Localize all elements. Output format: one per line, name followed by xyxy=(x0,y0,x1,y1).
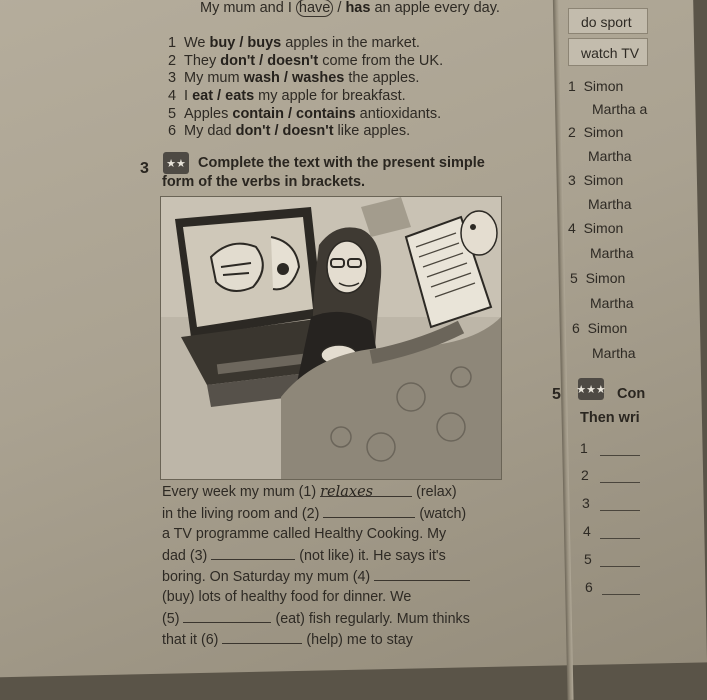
text-line-3: a TV programme called Healthy Cooking. My xyxy=(162,526,447,542)
exercise-5-line-number: 2 xyxy=(581,467,589,483)
right-item-1: 1 Simon xyxy=(568,78,624,94)
text-line-4: dad (3) (not like) it. He says it's xyxy=(162,545,446,567)
answer-blank-4[interactable] xyxy=(374,566,470,581)
right-item-6: 6 Simon xyxy=(572,320,628,336)
exercise-5-number: 5 xyxy=(552,386,561,403)
exercise-2-item: 4 I eat / eats my apple for breakfast. xyxy=(168,88,406,104)
right-item-4-b: Martha xyxy=(590,245,634,261)
right-item-3-b: Martha xyxy=(588,196,632,212)
illustration-family-watching-tv xyxy=(160,196,502,480)
text-line-5: boring. On Saturday my mum (4) xyxy=(162,566,470,588)
answer-blank-1[interactable] xyxy=(320,482,412,500)
right-item-6-b: Martha xyxy=(592,345,636,361)
exercise-5-line-number: 4 xyxy=(583,523,591,539)
illustration-svg xyxy=(161,197,501,479)
difficulty-stars-icon: ★★★ xyxy=(578,378,604,400)
tv-icon xyxy=(175,207,323,337)
text-line-2: in the living room and (2) (watch) xyxy=(162,503,466,525)
exercise-3-number: 3 xyxy=(140,160,149,177)
text-line-7: (5) (eat) fish regularly. Mum thinks xyxy=(162,608,470,630)
verb-box-do-sport: do sport xyxy=(568,8,648,34)
text-line-6: (buy) lots of healthy food for dinner. We xyxy=(162,589,412,605)
exercise-2-item: 2 They don't / doesn't come from the UK. xyxy=(168,53,444,69)
exercise-5-line-number: 3 xyxy=(582,495,590,511)
exercise-5-line-number: 1 xyxy=(580,440,588,456)
writing-line[interactable] xyxy=(602,594,640,595)
text-line-8: that it (6) (help) me to stay xyxy=(162,629,413,651)
writing-line[interactable] xyxy=(600,566,640,567)
verb-box-watch-tv: watch TV xyxy=(568,38,648,66)
right-item-2-b: Martha xyxy=(588,148,632,164)
writing-line[interactable] xyxy=(600,510,640,511)
writing-line[interactable] xyxy=(600,538,640,539)
exercise-2-example: My mum and I have / has an apple every day. xyxy=(200,0,500,16)
answer-blank-2[interactable] xyxy=(323,503,415,518)
answer-blank-3[interactable] xyxy=(211,545,295,560)
right-item-2: 2 Simon xyxy=(568,124,624,140)
writing-line[interactable] xyxy=(600,455,640,456)
exercise-5-line-number: 5 xyxy=(584,551,592,567)
circled-answer: have xyxy=(296,0,333,17)
exercise-5-line-number: 6 xyxy=(585,579,593,595)
difficulty-stars-icon: ★★ xyxy=(163,152,189,174)
right-item-1-b: Martha a xyxy=(592,101,648,117)
right-item-5: 5 Simon xyxy=(570,270,626,286)
exercise-2-item: 6 My dad don't / doesn't like apples. xyxy=(168,123,411,139)
writing-line[interactable] xyxy=(600,482,640,483)
exercise-5-subtitle: Then wri xyxy=(580,410,640,426)
exercise-3-instruction-line-1: Complete the text with the present simple xyxy=(198,155,485,171)
answer-blank-6[interactable] xyxy=(222,629,302,644)
exercise-2-item: 5 Apples contain / contains antioxidants. xyxy=(168,106,442,122)
text-line-1: Every week my mum (1) relaxes (relax) xyxy=(162,484,457,500)
exercise-5-title: Con xyxy=(617,386,646,402)
right-item-4: 4 Simon xyxy=(568,220,624,236)
right-item-5-b: Martha xyxy=(590,295,634,311)
right-item-3: 3 Simon xyxy=(568,172,624,188)
handwritten-answer-1: relaxes xyxy=(320,484,374,500)
exercise-2-item: 1 We buy / buys apples in the market. xyxy=(168,35,420,51)
answer-blank-5[interactable] xyxy=(183,608,271,623)
exercise-3-instruction-line-2: form of the verbs in brackets. xyxy=(162,174,366,190)
exercise-2-item: 3 My mum wash / washes the apples. xyxy=(168,70,420,86)
